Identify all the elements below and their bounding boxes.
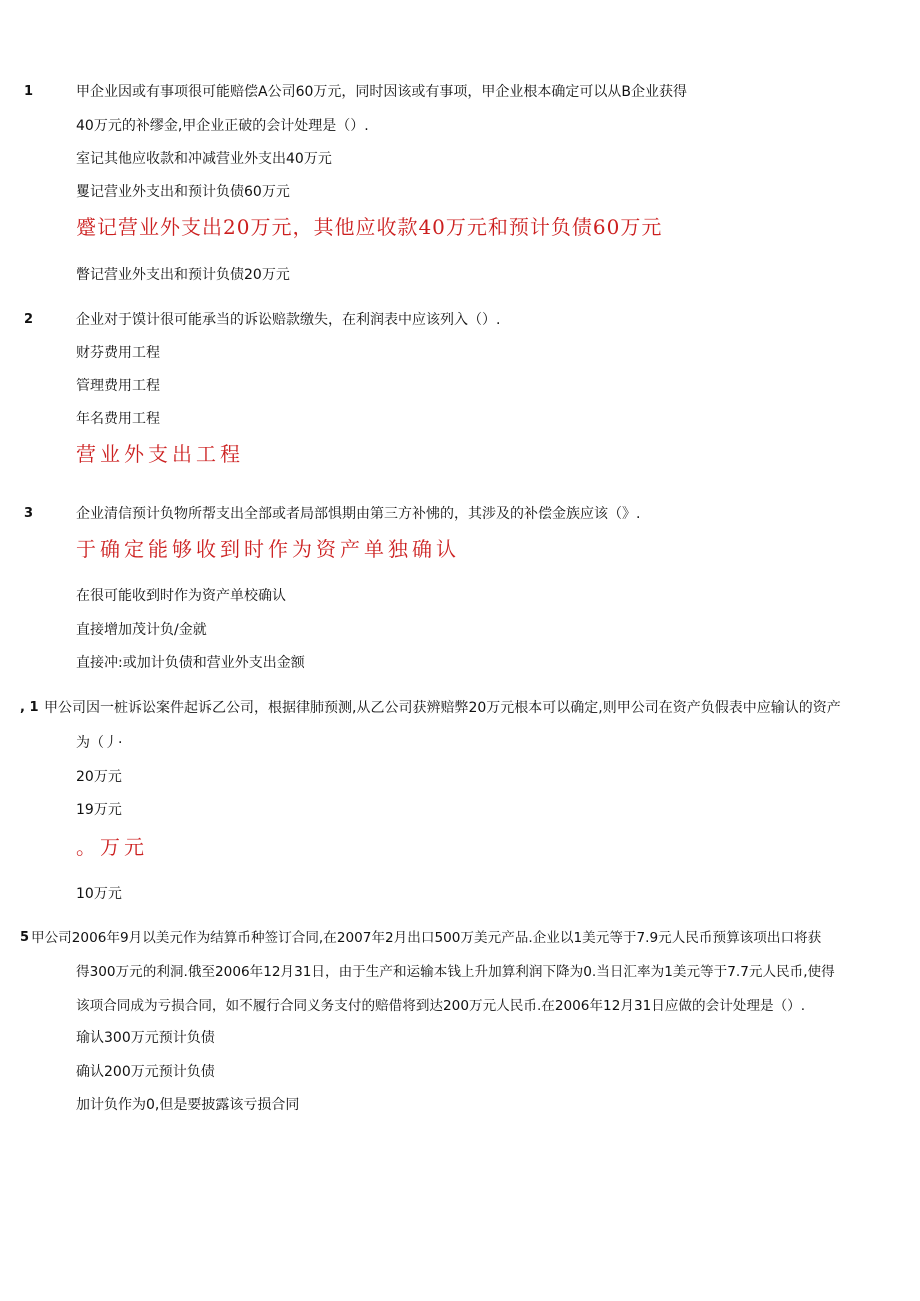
question-1-option-a: 室记其他应收款和冲减营业外支出40万元 (76, 151, 332, 167)
question-2-number: 2 (24, 312, 34, 327)
question-1-stem-line-2: 40万元的补缪金,甲企业正破的会计处理是（）. (76, 118, 369, 134)
question-4-option-d: 10万元 (76, 886, 122, 902)
question-5-number: 5 (20, 930, 30, 945)
question-1-stem-line-1: 甲企业因或有事项很可能赔偿A公司60万元，同时因该或有事项，甲企业根本确定可以从B企业获得 (76, 84, 687, 100)
question-3-option-d: 直接冲:或加计负债和营业外支出金额 (76, 655, 305, 671)
question-1-option-d: 瞥记营业外支出和预计负债20万元 (76, 267, 290, 283)
question-2-stem-line-1: 企业对于馍计很可能承当的诉讼赔款缴失，在利润表中应该列入（）. (76, 312, 501, 328)
question-1-option-b: 矍记营业外支出和预计负债60万元 (76, 184, 290, 200)
question-2-option-d-answer: 营业外支出工程 (76, 442, 244, 466)
question-5-stem-line-2: 得300万元的利洞.俄至2006年12月31日，由于生产和运输本钱上升加算利润下降为0.当日汇率为1美元等于7.7元人民币,使得 (76, 964, 835, 980)
question-4-number: , 1 (20, 700, 39, 715)
question-5-stem-line-3: 该项合同成为亏损合同，如不履行合同义务支付的赔借将到达200万元人民币.在2006年12月31日应做的会计处理是（）. (76, 998, 806, 1014)
question-4-option-b: 19万元 (76, 802, 122, 818)
question-5-option-b: 确认200万元预计负债 (76, 1064, 215, 1080)
question-2-option-a: 财芬费用工程 (76, 345, 160, 361)
question-2-option-c: 年名费用工程 (76, 411, 160, 427)
question-3-option-b: 在很可能收到时作为资产单校确认 (76, 588, 286, 604)
question-1-option-c-answer: 蹙记营业外支出20万元，其他应收款40万元和预计负债60万元 (76, 215, 663, 239)
question-4-option-a: 20万元 (76, 769, 122, 785)
question-3-option-c: 直接增加茂计负/金就 (76, 622, 207, 638)
question-4-option-c-answer: 。万元 (76, 835, 148, 859)
question-4-stem-line-2: 为（丿· (76, 735, 123, 751)
question-3-number: 3 (24, 506, 34, 521)
question-5-option-c: 加计负作为0,但是要披露该亏损合同 (76, 1097, 300, 1113)
question-5-stem-line-1: 甲公司2006年9月以美元作为结算币种签订合同,在2007年2月出口500万美元产品.企业以1美元等于7.9元人民币预算该项出口将获 (31, 930, 822, 946)
question-1-number: 1 (24, 84, 34, 99)
question-2-option-b: 管理费用工程 (76, 378, 160, 394)
question-3-stem-line-1: 企业清信预计负物所帮支出全部或者局部惧期由第三方补怫的，其涉及的补偿金族应该（》. (76, 506, 641, 522)
question-5-option-a: 瑜认300万元预计负债 (76, 1030, 215, 1046)
question-4-stem-line-1: 甲公司因一桩诉讼案件起诉乙公司，根据律肺预测,从乙公司获辨赔弊20万元根本可以确定,则甲公司在资产负假表中应输认的资产 (44, 700, 841, 716)
question-3-option-a-answer: 于确定能够收到时作为资产单独确认 (76, 537, 460, 561)
